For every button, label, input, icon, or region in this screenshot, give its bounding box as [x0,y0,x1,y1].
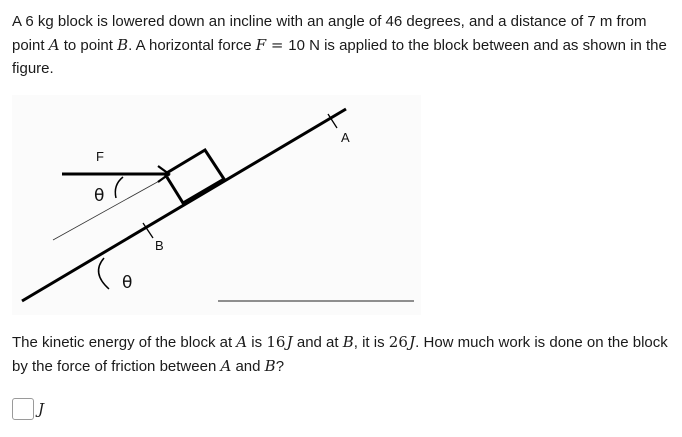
answer-row [12,395,44,423]
text: and at [292,334,343,351]
reference-line [53,175,170,240]
incline-line [22,109,346,301]
text: A 6 kg block is lowered down an incline with an angle of 46 degrees, and a distance of 7 m from point [12,13,647,54]
text: to point [59,36,118,54]
label-force: F [96,149,104,164]
text: . How much work is done on the block by the force of friction between [12,334,668,375]
text: . A horizontal force [128,36,256,54]
math-point-a: A [48,35,60,54]
incline-figure [12,95,421,315]
text: and [231,357,265,375]
text: , it is [353,334,389,351]
label-theta-force: θ [94,186,105,206]
math-point-b: B [117,35,129,54]
block [165,150,224,203]
answer-input[interactable] [12,398,34,420]
question-text [12,331,672,378]
problem-statement [12,10,672,81]
math-force-symbol: F [255,35,267,54]
incline-angle-arc [99,258,109,289]
math-point-b: B [264,356,276,375]
math-point-a: A [236,333,248,351]
label-point-b: B [155,238,164,253]
math-point-a: A [220,356,232,375]
label-theta-incline: θ [122,273,133,293]
ke-a-value: 16 [266,333,286,351]
force-angle-arc [115,177,123,198]
text: is applied to the block between and as shown in the figure. [12,36,667,77]
math-point-b: B [342,333,354,351]
label-point-a: A [341,130,350,145]
ke-a-unit: J [286,333,293,351]
force-value: 10 N [288,36,320,54]
incline-diagram [12,95,421,315]
answer-unit: J [38,400,45,418]
ke-b-unit: J [409,333,416,351]
text: is [247,334,267,351]
text: The kinetic energy of the block at [12,334,237,351]
math-equals: = [266,35,289,54]
text: ? [275,357,285,375]
ke-b-value: 26 [388,333,408,351]
